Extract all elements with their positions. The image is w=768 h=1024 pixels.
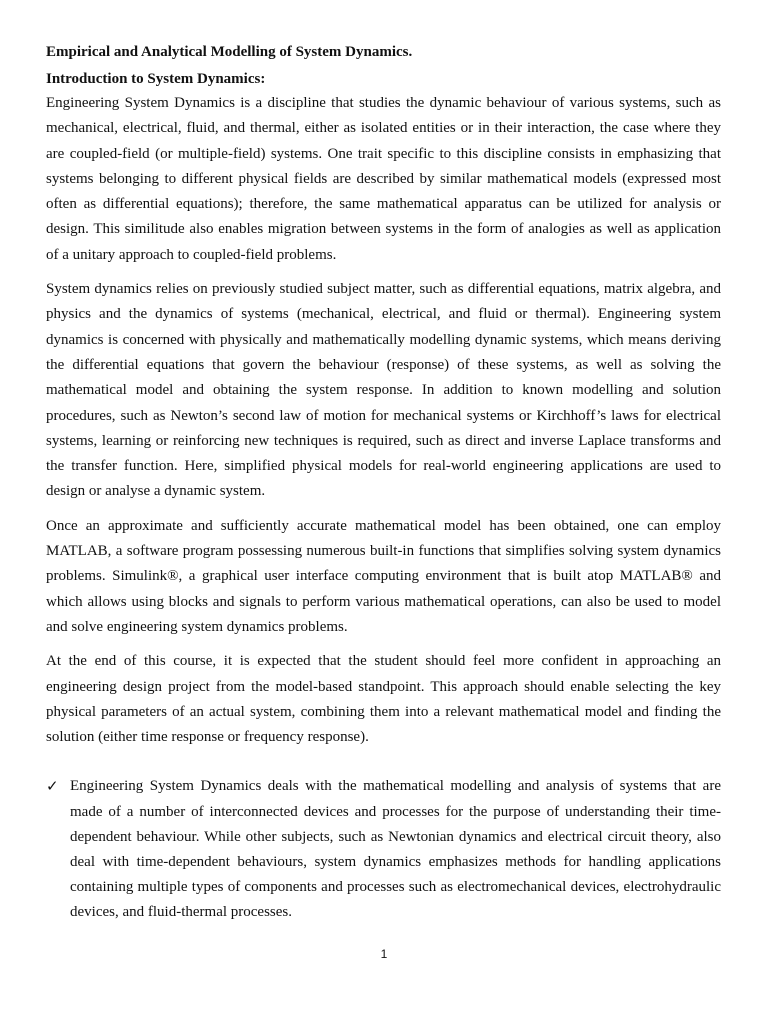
page-number: 1 — [380, 947, 388, 961]
page-content — [46, 40, 721, 926]
document-title: Empirical and Analytical Modelling of System Dynamics. — [46, 44, 413, 60]
paragraph-course-outcome: At the end of this course, it is expected that the student should feel more confident in approaching an engineering design project from the model-based standpoint. This approach should enable selecting the key physical parameters of an actual system, combining them into a relevant mathematical model and finding the solution (either time response or frequency response). — [46, 653, 721, 746]
section-heading: Introduction to System Dynamics: — [46, 71, 266, 87]
bullet-item — [46, 774, 721, 925]
check-icon: ✓ — [46, 777, 59, 796]
paragraph-intro: Engineering System Dynamics is a discipline that studies the dynamic behaviour of various systems, such as mechanical, electrical, fluid, and thermal, either as isolated entities or in their interaction, the case where they are coupled-field (or multiple-field) systems. One trait specific to this discipline consists in emphasizing that systems belonging to different physical fields are described by similar mathematical models (expressed most often as differential equations); therefore, the same mathematical apparatus can be utilized for analysis or design. This similitude also enables migration between systems in the form of analogies as well as application of a unitary approach to coupled-field problems. — [46, 95, 721, 263]
paragraph-matlab: Once an approximate and sufficiently accurate mathematical model has been obtained, one can employ MATLAB, a software program possessing numerous built-in functions that simplifies solving system dynamics problems. Simulink®, a graphical user interface computing environment that is built atop MATLAB® and which allows using blocks and signals to perform various mathematical operations, can also be used to model and solve engineering system dynamics problems. — [46, 517, 721, 635]
paragraph-prerequisites: System dynamics relies on previously studied subject matter, such as differential equations, matrix algebra, and physics and the dynamics of systems (mechanical, electrical, and fluid or thermal). Engineering system dynamics is concerned with physically and mathematically modelling dynamic systems, which means deriving the differential equations that govern the behaviour (response) of these systems, as well as solving the mathematical model and obtaining the system response. In addition to known modelling and solution procedures, such as Newton’s second law of motion for mechanical systems or Kirchhoff’s laws for electrical systems, learning or reinforcing new techniques is required, such as direct and inverse Laplace transforms and the transfer function. Here, simplified physical models for real-world engineering applications are used to design or analyse a dynamic system. — [46, 281, 721, 500]
bullet-text: Engineering System Dynamics deals with the mathematical modelling and analysis of systems that are made of a number of interconnected devices and processes for the purpose of understanding their time-dependent behaviour. While other subjects, such as Newtonian dynamics and electrical circuit theory, also deal with time-dependent behaviours, system dynamics emphasizes methods for handling applications containing multiple types of components and processes such as electromechanical devices, electrohydraulic devices, and fluid-thermal processes. — [70, 778, 721, 921]
